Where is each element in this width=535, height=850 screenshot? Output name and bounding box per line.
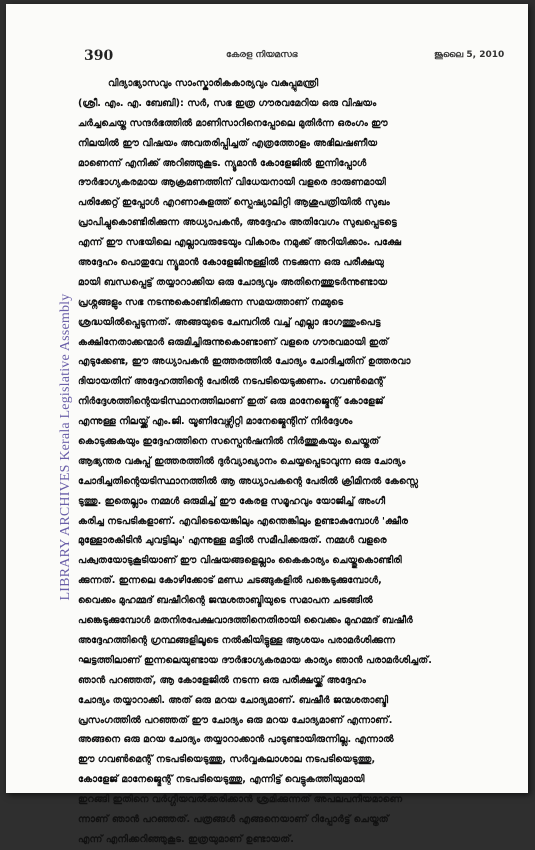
text-line: അങ്ങനെ ഒരു മറയ ചോദ്യം തയ്യാറാക്കാൻ പാടുണ്ടായിരുന്നില്ല. എന്നാൽ [78, 734, 394, 746]
text-line: പ്രസംഗത്തിൽ പറഞ്ഞത് ഈ ചോദ്യം ഒരു മറയ ചോദ്യമാണ് എന്നാണ്. [78, 714, 393, 726]
text-line: ക്കുന്നത്. ഇന്നലെ കോഴിക്കോട് മണ്ഡ ചടങ്ങുകളിൽ പങ്കെടുക്കുമ്പോൾ, [78, 575, 382, 587]
text-line: പ്രശ്നങ്ങളും സഭ നടന്നുകൊണ്ടിരിക്കുന്ന സമയത്താണ് നമ്മുടെ [78, 296, 344, 308]
text-line: അദ്ദേഹത്തിന്റെ ഗ്രന്ഥങ്ങളിലൂടെ നൽകിയിട്ടുള്ള ആശയം പരാമർശിക്കുന്ന [78, 634, 396, 646]
text-line: വിദ്യാഭ്യാസവും സാംസ്കാരികകാര്യവും വകുപ്പുമന്ത്രി [108, 78, 319, 89]
text-line: എന്നുള്ള നിലയ്ക്ക് എം.ജി. യൂണിവേഴ്സിറ്റി മാനേജ്മെന്റിന് നിർദ്ദേശം [78, 416, 353, 428]
text-line: ദൗർഭാഗ്യകരമായ ആക്രമണത്തിന് വിധേയനായി വളരെ ദാരുണമായി [78, 177, 386, 189]
text-line: ടുത്തു. ഇതെല്ലാം നമ്മൾ ഒരുമിച്ച് ഈ കേരള സമൂഹവും യോജിച്ച് അംഗീ [78, 495, 386, 507]
text-line: കക്ഷിനേതാക്കന്മാർ ഒരുമിച്ചിരുന്നുകൊണ്ടാണ് വളരെ ഗൗരവമായി ഇത് [78, 336, 389, 348]
text-line: നിലയിൽ ഈ വിഷയം അവതരിപ്പിച്ചത് എത്രത്തോളം അഭിലഷണീയ [78, 137, 378, 149]
text-line: മാണെന്ന് എനിക്ക് അറിഞ്ഞുകൂട. ന്യൂമാൻ കോളേജിൽ ഇന്നിപ്പോൾ [78, 157, 367, 169]
text-line: ചോദിച്ചതിന്റെയടിസ്ഥാനത്തിൽ ആ അധ്യാപകന്റെ പേരിൽ ക്രിമിനൽ കേസ്സെ [78, 475, 419, 487]
text-line: ഇറങ്ങി ഇതിനെ വർഗ്ഗീയവൽക്കരിക്കാൻ ശ്രമിക്കുന്നത് അപലപനീയമാണെ [78, 794, 403, 806]
text-line: കരിച്ച നടപടികളാണ്. എവിടെയെങ്കിലും എന്തെങ്കിലും ഉണ്ടാകുമ്പോൾ 'ക്ഷീര [78, 515, 408, 527]
text-line: നിർദ്ദേശത്തിന്റെയടിസ്ഥാനത്തിലാണ് ഇത് ഒരു മാനേജ്മെന്റ് കോളേജ് [78, 396, 384, 408]
text-line: ചർച്ചചെയ്ത സന്ദർഭത്തിൽ മാണിസാറിനെപ്പോലെ മുതിർന്ന ഒരംഗം ഈ [78, 117, 388, 129]
text-line: അദ്ദേഹം പൊതുവേ ന്യൂമാൻ കോളേജിനുള്ളിൽ നടക്കുന്ന ഒരു പരീക്ഷയു [78, 257, 384, 269]
text-line: മായി ബന്ധപ്പെട്ട് തയ്യാറാക്കിയ ഒരു ചോദ്യവും അതിനെത്തുടർന്നുണ്ടായ [78, 276, 388, 288]
page-number: 390 [84, 48, 114, 64]
text-line: എടുക്കേണ്ട, ഈ അധ്യാപകൻ ഇത്തരത്തിൽ ചോദ്യം ചോദിച്ചതിന് ഉത്തരവാ [78, 356, 411, 368]
document-page [6, 4, 528, 845]
text-line: കോളേജ് മാനേജ്മെന്റ് നടപടിയെടുത്തു, എന്നിട്ട് വെട്ടുകത്തിയുമായി [78, 774, 365, 786]
text-line: എന്ന് ഈ സഭയിലെ എല്ലാവരുടേയും വികാരം നമുക്ക് അറിയിക്കാം. പക്ഷേ [78, 237, 402, 249]
library-watermark: LIBRARY ARCHIVES Kerala Legislative Assembly [58, 293, 73, 601]
text-line: ദിയായതിന് അദ്ദേഹത്തിന്റെ പേരിൽ നടപടിയെടുക്കണം. ഗവൺമെന്റ് [78, 376, 385, 388]
date-header: ജൂലൈ 5, 2010 [434, 50, 505, 60]
text-line: ഘട്ടത്തിലാണ് ഇന്നലെയുണ്ടായ ദൗർഭാഗ്യകരമായ കാര്യം ഞാൻ പരാമർശിച്ചത്. [78, 654, 432, 666]
text-line: വൈക്കം മുഹമ്മദ് ബഷീറിന്റെ ജന്മശതാബ്ദിയുടെ സമാപന ചടങ്ങിൽ [78, 595, 373, 607]
text-line: കൊടുക്കുകയും ഇദ്ദേഹത്തിനെ സസ്പെൻഷനിൽ നിർത്തുകയും ചെയ്തത് [78, 436, 380, 448]
text-line: (ശ്രീ. എം. എ. ബേബി): സർ, സഭ ഇത്ര ഗൗരവമേറിയ ഒരു വിഷയം [78, 97, 377, 109]
text-line: ഈ ഗവൺമെന്റ് നടപടിയെടുത്തു, സർവ്വകലാശാല നടപടിയെടുത്തു, [78, 754, 376, 766]
text-line: പങ്കെടുക്കുമ്പോൾ മതനിരപേക്ഷവാദത്തിനെതിരായി വൈക്കം മുഹമ്മദ് ബഷീർ [78, 615, 413, 627]
text-line: ചോദ്യം തയ്യാറാക്കി. അത് ഒരു മറയ ചോദ്യമാണ്. ബഷീർ ജന്മശതാബ്ദി [78, 694, 389, 706]
running-head: കേരള നിയമസഭ [226, 50, 298, 60]
speech-text [78, 74, 492, 850]
text-line: ഞാൻ പറഞ്ഞത്, ആ കോളേജിൽ നടന്ന ഒരു പരീക്ഷയ്ക്ക് അദ്ദേഹം [78, 674, 366, 686]
text-line: ന്നാണ് ഞാൻ പറഞ്ഞത്. പത്രങ്ങൾ എങ്ങനെയാണ് റിപ്പോർട്ട് ചെയ്തത് [78, 813, 389, 825]
text-line: ശ്രദ്ധയിൽപ്പെടുന്നത്. അങ്ങയുടെ ചേമ്പറിൽ വച്ച് എല്ലാ ഭാഗത്തുംപെട്ട [78, 316, 381, 328]
text-line: ആഭ്യന്തര വകുപ്പ് ഇത്തരത്തിൽ ദുർവ്യാഖ്യാനം ചെയ്യപ്പെടാവുന്ന ഒരു ചോദ്യം [78, 455, 406, 467]
text-line: പക്വതയോടുകൂടിയാണ് ഈ വിഷയങ്ങളെല്ലാം കൈകാര്യം ചെയ്തുകൊണ്ടിരി [78, 555, 402, 567]
text-line: പരിക്കേറ്റ് ഇപ്പോൾ എറണാകുളത്ത് സ്പെഷ്യാലിറ്റി ആശുപത്രിയിൽ സുഖം [78, 197, 390, 209]
text-line: പ്രാപിച്ചുകൊണ്ടിരിക്കുന്ന അധ്യാപകൻ, അദ്ദേഹം അതിവേഗം സുഖപ്പെടട്ടെ [78, 217, 397, 229]
text-line: എന്ന് എനിക്കറിഞ്ഞുകൂട. ഇത്രയുമാണ് ഉണ്ടായത്. [78, 833, 294, 845]
text-line: മുള്ളോരകിടിൻ ചുവട്ടിലും' എന്നുള്ള മട്ടിൽ സമീപിക്കരുത്. നമ്മൾ വളരെ [78, 535, 387, 547]
